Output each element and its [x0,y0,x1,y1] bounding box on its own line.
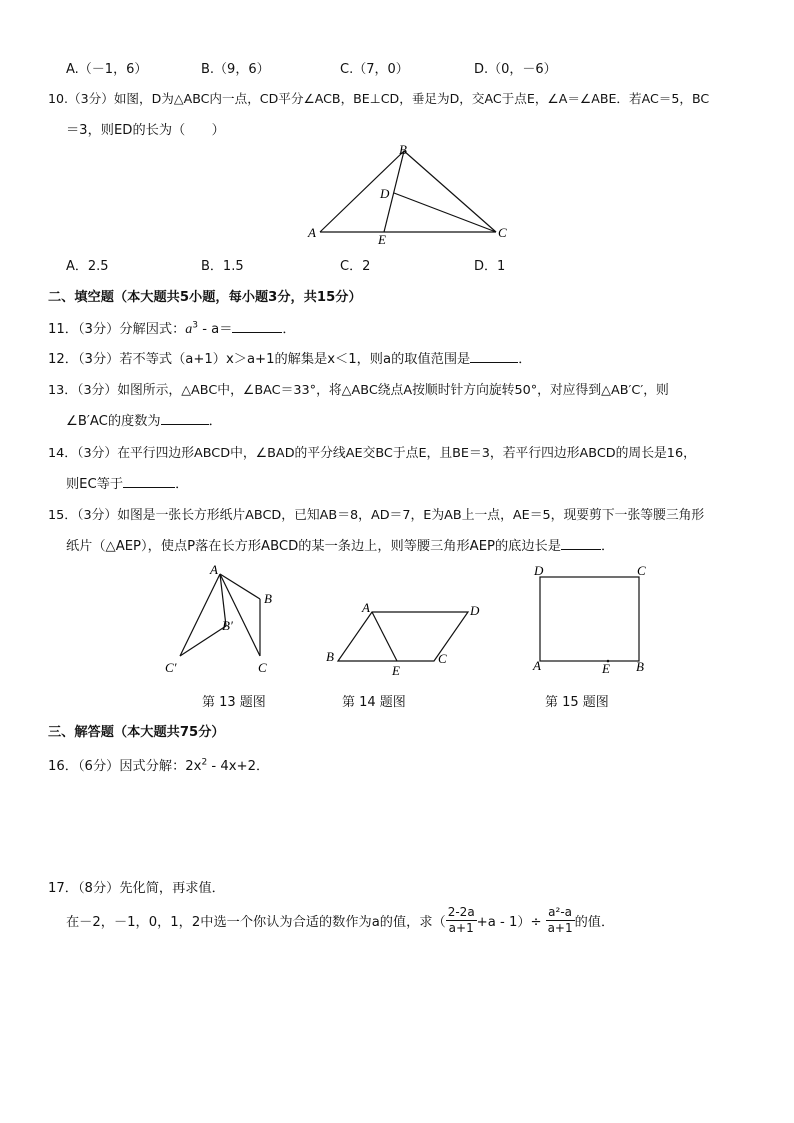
q17-mid: +a - 1）÷ [476,915,542,930]
fig15-label-e: E [602,661,610,676]
q10-label-b: B [399,142,407,157]
q10-stem-line1: 10.（3分）如图，D为△ABC内一点，CD平分∠ACB，BE⊥CD，垂足为D，交AC于点E，∠A＝∠ABE．若AC＝5，BC [48,91,710,106]
q12-answer-blank[interactable] [470,350,518,363]
q15-stem-line1: 15．（3分）如图是一张长方形纸片ABCD，已知AB＝8，AD＝7，E为AB上一点，AE＝5，现要剪下一张等腰三角形 [48,508,705,523]
caption-fig13: 第 13 题图 [202,695,266,710]
q17-frac2-numerator: a²-a [546,905,575,921]
q14-answer-blank[interactable] [123,475,175,488]
q10-stem-line2: ＝3，则ED的长为（ ） [66,123,225,138]
fig14-label-c: C [438,651,447,666]
fig13-label-c: C [258,660,267,675]
q14-stem-line1: 14．（3分）在平行四边形ABCD中，∠BAD的平分线AE交BC于点E，且BE＝3，若平行四边形ABCD的周长是16， [48,446,696,461]
q11-expr-rest: - a＝ [198,322,233,337]
fig14-label-e: E [392,663,400,678]
caption-fig15: 第 15 题图 [545,695,609,710]
q17-stem-line2 [66,905,614,936]
q13-stem-line1: 13．（3分）如图所示，△ABC中，∠BAC＝33°，将△ABC绕点A按顺时针方向旋转50°，对应得到△AB′C′，则 [48,383,669,398]
figure-13 [160,560,290,685]
q9-option-a: A.（－1，6） [66,62,148,77]
q12-text: 12．（3分）若不等式（a+1）x＞a+1的解集是x＜1，则a的取值范围是 [48,352,471,367]
q10-label-c: C [498,225,507,240]
q10-option-b: B．1.5 [201,259,244,274]
q11-stem [48,318,296,338]
q13-stem-line2: ∠B′AC的度数为 ． [66,414,222,429]
q16-stem [48,755,269,774]
q10-segment-bc [404,151,496,232]
q14-stem-line2: 则EC等于 ． [66,477,189,492]
q17-line2-prefix: 在－2，－1，0，1，2中选一个你认为合适的数作为a的值，求（ [66,915,446,930]
fig14-label-b: B [326,649,334,664]
figure-15 [528,560,658,680]
fig14-label-a: A [362,600,370,615]
q17-frac1-denominator: a+1 [448,921,474,935]
q15-stem-line2: 纸片（△AEP），使点P落在长方形ABCD的某一条边上，则等腰三角形AEP的底边长是 ． [66,539,615,554]
q15-answer-blank[interactable] [561,537,601,550]
fig13-label-b: B [264,591,272,606]
fig15-label-d: D [534,563,544,578]
q10-segment-ab [320,151,404,232]
q12-stem: 12．（3分）若不等式（a+1）x＞a+1的解集是x＜1，则a的取值范围是 ． [48,352,532,367]
q10-option-c: C．2 [340,259,371,274]
q17-frac2-denominator: a+1 [547,921,573,935]
fig15-label-a: A [533,658,541,673]
q11-answer-blank[interactable] [232,320,282,333]
q16-exponent: 2 [201,757,208,768]
q9-option-c: C.（7，0） [340,62,409,77]
fig13-label-cprime: C′ [165,660,177,675]
q17-suffix: 的值． [574,915,615,930]
q16-prefix: 16．（6分）因式分解：2x [48,759,202,774]
q10-figure [300,140,520,250]
fig15-label-c: C [637,563,646,578]
q14-line2-text: 则EC等于 [66,477,124,492]
q17-frac1-numerator: 2-2a [447,905,475,919]
section2-title: 二、填空题（本大题共5小题，每小题3分，共15分） [48,290,362,305]
q10-label-d: D [380,186,390,201]
q17-fraction-2 [546,905,575,936]
figure-14 [322,598,487,678]
section3-title: 三、解答题（本大题共75分） [48,725,225,740]
q11-exponent: 3 [192,320,198,331]
q11-suffix: ． [282,322,296,337]
q10-option-a: A．2.5 [66,259,109,274]
q9-option-d: D.（0，－6） [474,62,557,77]
q10-segment-dc [394,193,496,232]
q16-rest: - 4x+2． [207,759,270,774]
q13-answer-blank[interactable] [161,412,209,425]
q10-option-d: D．1 [474,259,506,274]
q13-line2-text: ∠B′AC的度数为 [66,414,161,429]
q10-label-a: A [308,225,316,240]
q11-var: a [185,322,193,337]
q15-line2-text: 纸片（△AEP），使点P落在长方形ABCD的某一条边上，则等腰三角形AEP的底边长是 [66,539,561,554]
fig15-label-b: B [636,659,644,674]
q17-stem-line1: 17．（8分）先化简，再求值． [48,881,225,896]
caption-fig14: 第 14 题图 [342,695,406,710]
fig14-label-d: D [470,603,480,618]
q10-label-e: E [378,232,386,247]
fig13-label-bprime: B′ [222,618,233,633]
q11-prefix: 11．（3分）分解因式： [48,322,186,337]
fig13-label-a: A [210,562,218,577]
q9-option-b: B.（9，6） [201,62,270,77]
q17-fraction-1 [446,905,477,936]
